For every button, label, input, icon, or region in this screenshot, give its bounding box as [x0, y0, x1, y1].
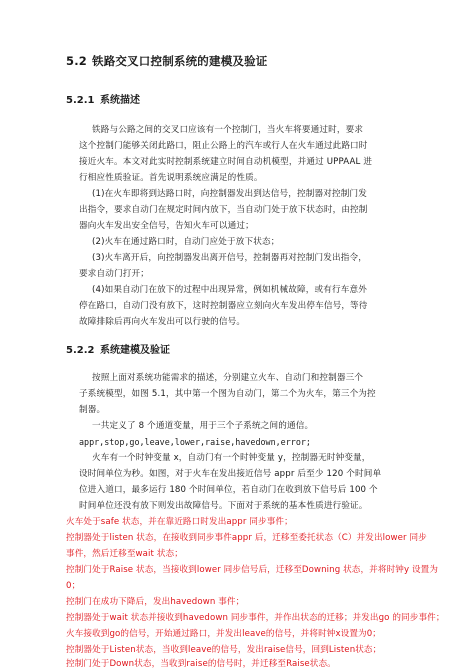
subsection-number: 5.2.1 [66, 95, 95, 106]
paragraph-line: (3)火车离开后，向控制器发出离开信号，控制器再对控制门发出指令， [92, 253, 367, 263]
paragraph-line: (2)火车在通过路口时，自动门应处于放下状态； [92, 237, 280, 247]
paragraph-line: 停在路口，自动门没有放下，这时控制器应立刻向火车发出停车信号，等待 [79, 301, 368, 311]
annotation-line: 事件，然后迁移至wait 状态； [66, 549, 183, 559]
paragraph-line: 子系统模型，如图 5.1，其中第一个图为自动门，第二个为火车，第三个为控 [79, 389, 376, 399]
paragraph-line: 火车有一个时钟变量 x，自动门有一个时钟变量 y，控制器无时钟变量， [92, 453, 371, 463]
paragraph-line: 时间单位还没有放下则发出故障信号。下面对于系统的基本性质进行验证。 [79, 501, 368, 511]
paragraph-line: 行相应性质验证。首先说明系统应满足的性质。 [79, 173, 263, 183]
subsection-number: 5.2.2 [66, 345, 95, 356]
paragraph-line: 铁路与公路之间的交叉口应该有一个控制门，当火车将要通过时，要求 [92, 125, 364, 135]
annotation-line: 控制器处于Listen状态，当收到leave的信号，发出raise信号，回到Listen状态； [66, 645, 382, 655]
paragraph-line: (1)在火车即将到达路口时，向控制器发出到达信号，控制器对控制门发 [92, 189, 367, 199]
paragraph-line: (4)如果自动门在放下的过程中出现异常，例如机械故障，或有行车意外 [92, 285, 367, 295]
channel-list: appr,stop,go,leave,lower,raise,havedown,error; [79, 437, 311, 447]
annotation-line: 控制门在成功下降后，发出havedown 事件； [66, 597, 245, 607]
annotation-line: 火车处于safe 状态，并在靠近路口时发出appr 同步事件； [66, 517, 293, 527]
paragraph-line: 出指令，要求自动门在规定时间内放下，当自动门处于放下状态时，由控制 [79, 205, 368, 215]
section-number: 5.2 [66, 54, 87, 68]
annotation-line: 火车接收到go的信号，开始通过路口，并发出leave的信号，并将时钟x设置为0； [66, 629, 381, 639]
annotation-line: 0； [66, 581, 81, 591]
subsection-title: 系统描述 [100, 95, 140, 106]
annotation-line: 控制门处于Raise 状态，当接收到lower 同步信号后，迁移至Downing 状态，并将时钟y 设置为 [66, 565, 439, 575]
paragraph-line: 一共定义了 8 个通道变量，用于三个子系统之间的通信。 [92, 421, 314, 431]
annotation-line: 控制门处于Down状态，当收到raise的信号时，并迁移至Raise状态。 [66, 659, 336, 669]
paragraph-line: 制器。 [79, 405, 106, 415]
paragraph-line: 设时间单位为秒。如图，对于火车在发出接近信号 appr 后至少 120 个时间单 [79, 469, 382, 479]
paragraph-line: 接近火车。本文对此实时控制系统建立时间自动机模型，并通过 UPPAAL 进 [79, 157, 373, 167]
paragraph-line: 这个控制门能够关闭此路口，阻止公路上的汽车或行人在火车通过此路口时 [79, 141, 368, 151]
annotation-line: 控制器处于listen 状态，在接收到同步事件appr 后，迁移至委托状态（C）并发出lower 同步 [66, 533, 427, 543]
paragraph-line: 按照上面对系统功能需求的描述，分别建立火车、自动门和控制器三个 [92, 373, 364, 383]
paragraph-line: 位进入道口，最多运行 180 个时间单位，若自动门在收到放下信号后 100 个 [79, 485, 378, 495]
paragraph-line: 故障排除后再向火车发出可以行驶的信号。 [79, 317, 246, 327]
section-title: 铁路交叉口控制系统的建模及验证 [92, 54, 268, 68]
annotation-line: 控制器处于wait 状态并接收到havedown 同步事件，并作出状态的迁移；并发出go 的同步事件； [66, 613, 445, 623]
paragraph-line: 要求自动门打开； [79, 269, 149, 279]
subsection-title: 系统建模及验证 [100, 345, 170, 356]
paragraph-line: 器向火车发出安全信号，告知火车可以通过； [79, 221, 254, 231]
